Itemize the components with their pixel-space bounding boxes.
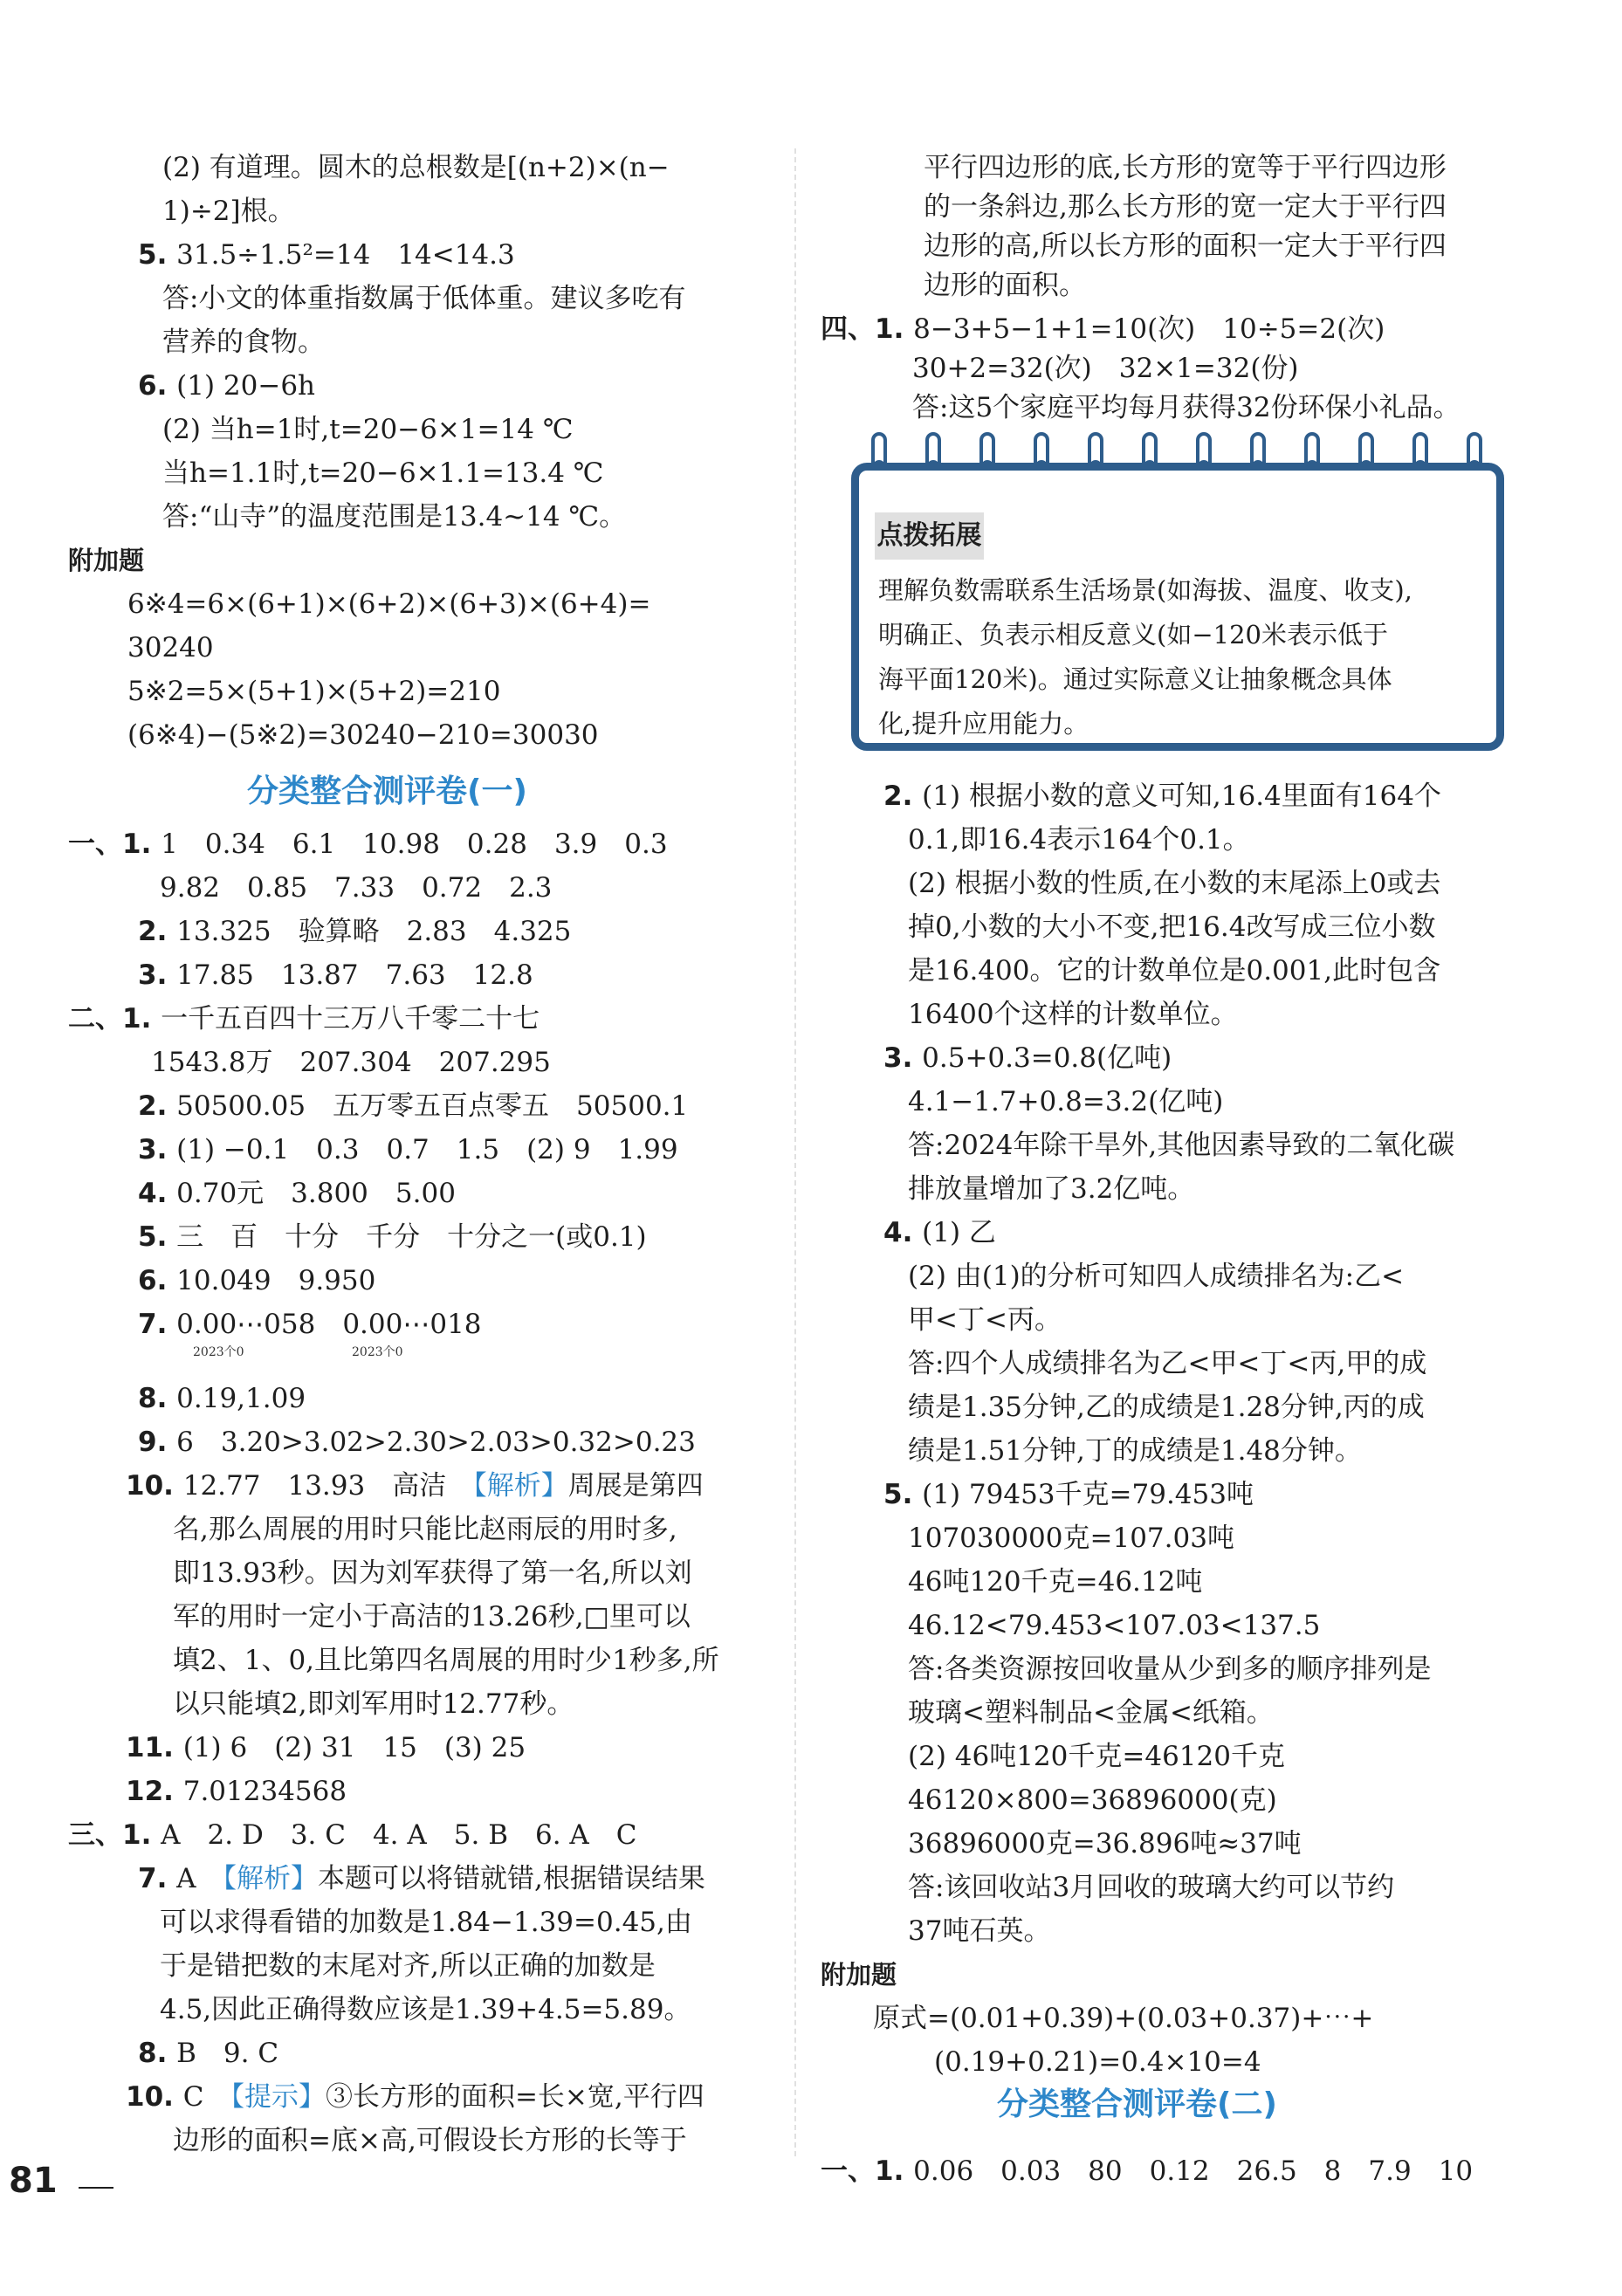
answer-line (162, 454, 603, 492)
answer-text (908, 1435, 1362, 1467)
answer-line (908, 1257, 1404, 1296)
answer-line (908, 1694, 1274, 1732)
answer-line (908, 1301, 1062, 1339)
answer-line (173, 2121, 687, 2160)
question-number: 12. (126, 1776, 183, 1807)
text-run: 4.1−1.7+0.8=3.2(亿吨) (908, 1086, 1224, 1117)
annotation-tag: 【提示】 (230, 2081, 326, 2113)
text-run: 平行四边形的底,长方形的宽等于平行四边形 (924, 152, 1447, 183)
text-run: (6※4)−(5※2)=30240−210=30030 (127, 719, 599, 751)
text-run: 50500.05 五万零五百点零五 50500.1 (176, 1090, 689, 1122)
question-number: 5. (138, 1221, 177, 1253)
answer-text (908, 955, 1440, 986)
text-run: 是16.400。它的计数单位是0.001,此时包含 (908, 955, 1441, 986)
answer-text (161, 828, 667, 860)
text-run: 营养的食物。 (162, 327, 325, 358)
answer-text (162, 283, 685, 314)
answer-line (173, 1510, 677, 1549)
answer-text (908, 1872, 1394, 1903)
answer-text (173, 2125, 687, 2156)
answer-line (138, 1379, 306, 1418)
question-number: 5. (883, 1479, 923, 1510)
answer-line (162, 410, 574, 449)
answer-text (176, 370, 315, 402)
text-run: 本题可以将错就错,根据错误结果 (318, 1863, 705, 1894)
answer-line (912, 349, 1299, 388)
text-run: 答:该回收站3月回收的玻璃大约可以节约 (908, 1872, 1395, 1903)
answer-line (126, 2078, 704, 2116)
answer-text (176, 916, 571, 947)
answer-text (161, 1003, 540, 1035)
text-run: 1 0.34 6.1 10.98 0.28 3.9 0.3 (161, 828, 668, 860)
text-run: 答:小文的体重指数属于低体重。建议多吃有 (162, 283, 686, 314)
answer-text (908, 1304, 1062, 1336)
text-run: 46.12<79.453<107.03<137.5 (908, 1610, 1321, 1641)
answer-text (908, 1784, 1277, 1816)
text-run: A 2. D 3. C 4. A 5. B 6. A C (161, 1819, 637, 1851)
answer-line (138, 956, 533, 994)
answer-line (873, 1999, 1373, 2038)
text-run: 可以求得看错的加数是1.84−1.39=0.45,由 (160, 1907, 692, 1938)
answer-text (908, 1566, 1202, 1598)
text-run: 甲<丁<丙。 (908, 1304, 1062, 1336)
brace-note: 2023个0 (352, 1345, 403, 1359)
text-run: 6※4=6×(6+1)×(6+2)×(6+3)×(6+4)= (127, 588, 651, 620)
answer-text (162, 414, 574, 445)
tip-line: 明确正、负表示相反意义(如−120米表示低于 (878, 620, 1388, 650)
answer-line (138, 1261, 375, 1300)
page-number: 81 (9, 2161, 58, 2201)
answer-text (160, 1950, 656, 1982)
answer-text (908, 1261, 1404, 1292)
text-run: (2) 46吨120千克=46120千克 (908, 1741, 1285, 1772)
question-number: 10. (126, 2081, 183, 2113)
answer-line (138, 1859, 705, 1898)
text-run: 0.5+0.3=0.8(亿吨) (922, 1042, 1172, 1074)
text-run: 0.1,即16.4表示164个0.1。 (908, 824, 1250, 856)
question-number: 四、1. (821, 313, 914, 345)
answer-text (908, 824, 1250, 856)
text-run: 0.19,1.09 (176, 1383, 306, 1414)
text-run: (2) 根据小数的性质,在小数的末尾添上0或去 (908, 868, 1441, 899)
answer-text (176, 1221, 647, 1253)
answer-text (176, 2038, 278, 2069)
question-number: 7. (138, 1309, 177, 1340)
text-run: 以只能填2,即刘军用时12.77秒。 (173, 1688, 574, 1720)
answer-text (176, 1426, 696, 1458)
tip-line: 化,提升应用能力。 (878, 709, 1089, 739)
answer-text (162, 196, 295, 227)
question-number: 8. (138, 2038, 177, 2069)
answer-text (160, 872, 552, 904)
text-run: 边形的高,所以长方形的面积一定大于平行四 (924, 230, 1447, 262)
answer-line (908, 1519, 1234, 1557)
question-number: 6. (138, 1265, 177, 1296)
text-run: 0.70元 3.800 5.00 (176, 1178, 456, 1209)
annotation-tag: 【解析】 (473, 1470, 568, 1502)
answer-line (138, 1218, 647, 1256)
answer-text (922, 1479, 1254, 1510)
answer-text (127, 676, 500, 707)
answer-text (183, 1732, 526, 1763)
text-run: 于是错把数的末尾对齐,所以正确的加数是 (160, 1950, 656, 1982)
answer-text (173, 1645, 719, 1676)
text-run: 掉0,小数的大小不变,把16.4改写成三位小数 (908, 911, 1436, 943)
answer-line (138, 367, 315, 405)
text-run: 17.85 13.87 7.63 12.8 (176, 959, 533, 991)
text-run: 答:各类资源按回收量从少到多的顺序排列是 (908, 1653, 1432, 1685)
answer-text (908, 999, 1238, 1030)
text-run: 16400个这样的计数单位。 (908, 999, 1238, 1030)
answer-line (138, 1087, 688, 1125)
tip-box-title: 点拨拓展 (875, 512, 984, 560)
question-number: 6. (138, 370, 177, 402)
text-run: 军的用时一定小于高洁的13.26秒,□里可以 (173, 1601, 691, 1633)
text-run: 8−3+5−1+1=10(次) 10÷5=2(次) (913, 313, 1385, 345)
annotation-tag: 【解析】 (223, 1863, 319, 1894)
answer-line (883, 1213, 996, 1252)
answer-text (873, 2003, 1373, 2034)
answer-line (138, 2034, 278, 2073)
text-run: 1)÷2]根。 (162, 196, 295, 227)
answer-line (883, 1039, 1172, 1077)
page-number-rule (79, 2187, 113, 2189)
text-run: 46吨120千克=46.12吨 (908, 1566, 1203, 1598)
answer-line (924, 188, 1447, 226)
answer-line (68, 1000, 540, 1038)
answer-line (138, 1423, 696, 1461)
text-run: 答:这5个家庭平均每月获得32份环保小礼品。 (912, 392, 1460, 423)
answer-line (173, 1554, 692, 1592)
answer-text (176, 1178, 456, 1209)
answer-line (934, 2043, 1261, 2081)
text-run: 的一条斜边,那么长方形的宽一定大于平行四 (924, 191, 1447, 223)
question-number: 8. (138, 1383, 177, 1414)
extra-question-title: 附加题 (821, 1960, 897, 1990)
text-run: 答:“山寺”的温度范围是13.4~14 ℃。 (162, 501, 627, 533)
text-run: 答:2024年除干旱外,其他因素导致的二氧化碳 (908, 1130, 1455, 1161)
answer-line (126, 1729, 526, 1767)
answer-line (908, 1781, 1277, 1819)
text-run: (2) 由(1)的分析可知四人成绩排名为:乙< (908, 1261, 1405, 1292)
tip-line: 海平面120米)。通过实际意义让抽象概念具体 (878, 664, 1392, 694)
answer-line (68, 1816, 637, 1854)
answer-line (883, 1475, 1254, 1514)
question-number: 2. (883, 780, 923, 812)
question-number: 11. (126, 1732, 183, 1763)
text-run: C (182, 2081, 231, 2113)
text-run: 当h=1.1时,t=20−6×1.1=13.4 ℃ (162, 457, 604, 489)
text-run: (1) −0.1 0.3 0.7 1.5 (2) 9 1.99 (176, 1134, 678, 1165)
answer-line (138, 1174, 456, 1213)
answer-text (183, 1776, 347, 1807)
text-run: 填2、1、0,且比第四名周展的用时少1秒多,所 (173, 1645, 719, 1676)
answer-text (922, 1217, 996, 1248)
text-run: A (176, 1863, 223, 1894)
answer-text (908, 1697, 1274, 1729)
answer-line (908, 1170, 1194, 1208)
text-run: (0.19+0.21)=0.4×10=4 (934, 2046, 1261, 2078)
answer-text (908, 1915, 1050, 1947)
answer-line (908, 864, 1440, 903)
answer-text (908, 1610, 1320, 1641)
answer-text (924, 152, 1447, 183)
answer-line (162, 148, 670, 187)
question-number: 二、1. (68, 1003, 162, 1035)
text-run: (1) 根据小数的意义可知,16.4里面有164个 (922, 780, 1441, 812)
answer-line (173, 1598, 691, 1636)
answer-line (138, 236, 515, 274)
extra-question-title: 附加题 (68, 546, 145, 575)
text-run: 6 3.20>3.02>2.30>2.03>0.32>0.23 (176, 1426, 696, 1458)
answer-text (173, 1514, 677, 1545)
text-run: 30+2=32(次) 32×1=32(份) (912, 353, 1299, 384)
answer-line (908, 1432, 1362, 1470)
question-number: 3. (138, 1134, 177, 1165)
answer-line (924, 148, 1447, 187)
answer-text (162, 457, 603, 489)
answer-line (821, 2152, 1473, 2190)
text-run: 绩是1.35分钟,乙的成绩是1.28分钟,丙的成 (908, 1392, 1425, 1423)
text-run: 即13.93秒。因为刘军获得了第一名,所以刘 (173, 1557, 692, 1589)
answer-line (821, 310, 1385, 348)
answer-line (883, 777, 1441, 815)
answer-line (908, 1650, 1431, 1688)
answer-text (176, 1090, 688, 1122)
tip-box (851, 463, 1504, 751)
answer-line (127, 585, 650, 623)
answer-text (176, 1265, 375, 1296)
answer-text (908, 868, 1440, 899)
answer-line (138, 1305, 482, 1344)
answer-text (924, 191, 1447, 223)
answer-line (173, 1641, 719, 1680)
answer-text (176, 1134, 677, 1165)
answer-line (912, 388, 1460, 427)
section-title: 分类整合测评卷(二) (997, 2086, 1277, 2122)
text-run: (1) 6 (2) 31 15 (3) 25 (182, 1732, 526, 1763)
question-number: 一、1. (821, 2155, 914, 2187)
answer-text (908, 911, 1435, 943)
question-number: 3. (138, 959, 177, 991)
text-run: 10.049 9.950 (176, 1265, 376, 1296)
answer-text (176, 1309, 481, 1340)
answer-text (908, 1741, 1285, 1772)
answer-line (908, 1737, 1285, 1776)
text-run: 36896000克=36.896吨≈37吨 (908, 1828, 1302, 1859)
text-run: 1543.8万 207.304 207.295 (151, 1047, 551, 1078)
question-number: 3. (883, 1042, 923, 1074)
text-run: (1) 20−6h (176, 370, 316, 402)
question-number: 4. (883, 1217, 923, 1248)
answer-text (908, 1086, 1223, 1117)
answer-text (176, 959, 533, 991)
tip-box-text (878, 568, 1489, 746)
answer-line (908, 821, 1250, 859)
question-number: 4. (138, 1178, 177, 1209)
answer-line (908, 1868, 1394, 1907)
answer-text (934, 2046, 1261, 2078)
answer-text (922, 780, 1441, 812)
answer-text (176, 1863, 705, 1894)
answer-text (162, 152, 670, 183)
text-run: 37吨石英。 (908, 1915, 1051, 1947)
answer-text (176, 239, 515, 271)
answer-line (127, 629, 214, 667)
text-run: 绩是1.51分钟,丁的成绩是1.48分钟。 (908, 1435, 1362, 1467)
answer-text (912, 392, 1460, 423)
question-number: 2. (138, 1090, 177, 1122)
answer-line (162, 323, 325, 361)
answer-line (162, 192, 295, 230)
text-run: 周展是第四 (567, 1470, 704, 1502)
answer-line (908, 995, 1238, 1034)
text-run: 0.00⋯058 0.00⋯018 (176, 1309, 482, 1340)
answer-line (160, 1903, 692, 1942)
answer-text (922, 1042, 1172, 1074)
text-run: (2) 当h=1时,t=20−6×1=14 ℃ (162, 414, 574, 445)
text-run: 30240 (127, 632, 214, 663)
answer-line (908, 1606, 1320, 1645)
answer-text (127, 719, 599, 751)
brace-note: 2023个0 (193, 1345, 244, 1359)
answer-line (162, 498, 626, 536)
text-run: 0.06 0.03 80 0.12 26.5 8 7.9 10 (913, 2155, 1474, 2187)
answer-line (138, 912, 571, 951)
text-run: 31.5÷1.5²=14 14<14.3 (176, 239, 515, 271)
answer-line (908, 1344, 1426, 1383)
answer-line (138, 1131, 678, 1169)
question-number: 2. (138, 916, 177, 947)
answer-text (162, 327, 325, 358)
answer-text (912, 353, 1299, 384)
column-divider (794, 148, 796, 2156)
text-run: 7.01234568 (182, 1776, 347, 1807)
text-run: 名,那么周展的用时只能比赵雨辰的用时多, (173, 1514, 677, 1545)
text-run: 9.82 0.85 7.33 0.72 2.3 (160, 872, 553, 904)
answer-text (908, 1828, 1302, 1859)
answer-text (908, 1392, 1425, 1423)
text-run: 107030000克=107.03吨 (908, 1523, 1234, 1554)
answer-line (908, 952, 1440, 990)
text-run: 12.77 13.93 高洁 (182, 1470, 474, 1502)
answer-text (127, 632, 214, 663)
answer-text (183, 2081, 704, 2113)
answer-text (924, 270, 1086, 301)
answer-text (908, 1348, 1426, 1379)
answer-text (908, 1523, 1234, 1554)
text-run: 答:四个人成绩排名为乙<甲<丁<丙,甲的成 (908, 1348, 1427, 1379)
answer-line (908, 1563, 1202, 1601)
answer-text (176, 1383, 306, 1414)
text-run: 边形的面积。 (924, 270, 1086, 301)
tip-line: 理解负数需联系生活场景(如海拔、温度、收支), (878, 575, 1412, 605)
question-number: 10. (126, 1470, 183, 1502)
answer-text (908, 1130, 1454, 1161)
text-run: 一千五百四十三万八千零二十七 (161, 1003, 540, 1035)
question-number: 7. (138, 1863, 177, 1894)
answer-line (908, 1388, 1425, 1426)
text-run: ③长方形的面积=长×宽,平行四 (325, 2081, 704, 2113)
text-run: 46120×800=36896000(克) (908, 1784, 1277, 1816)
text-run: 13.325 验算略 2.83 4.325 (176, 916, 572, 947)
answer-line (908, 1825, 1302, 1863)
text-run: (1) 乙 (922, 1217, 996, 1248)
answer-text (913, 313, 1385, 345)
text-run: 三 百 十分 千分 十分之一(或0.1) (176, 1221, 647, 1253)
answer-text (924, 230, 1447, 262)
answer-line (126, 1772, 347, 1811)
answer-text (162, 501, 626, 533)
answer-line (68, 825, 668, 863)
text-run: 排放量增加了3.2亿吨。 (908, 1173, 1195, 1205)
text-run: B 9. C (176, 2038, 279, 2069)
question-number: 三、1. (68, 1819, 162, 1851)
answer-line (924, 227, 1447, 265)
answer-line (173, 1685, 574, 1723)
answer-line (908, 1912, 1050, 1950)
answer-text (151, 1047, 551, 1078)
text-run: 4.5,因此正确得数应该是1.39+4.5=5.89。 (160, 1994, 691, 2025)
answer-line (908, 908, 1435, 946)
answer-text (160, 1994, 691, 2025)
answer-text (908, 1173, 1194, 1205)
text-run: 边形的面积=底×高,可假设长方形的长等于 (173, 2125, 687, 2156)
text-run: (1) 79453千克=79.453吨 (922, 1479, 1254, 1510)
answer-text (183, 1470, 704, 1502)
question-number: 5. (138, 239, 177, 271)
answer-line (924, 266, 1086, 305)
text-run: (2) 有道理。圆木的总根数是[(n+2)×(n− (162, 152, 670, 183)
answer-text (913, 2155, 1473, 2187)
answer-line (908, 1083, 1223, 1121)
answer-line (127, 672, 500, 711)
answer-text (173, 1601, 691, 1633)
section-title: 分类整合测评卷(一) (247, 773, 527, 809)
answer-text (908, 1653, 1431, 1685)
answer-text (127, 588, 650, 620)
answer-line (160, 1990, 691, 2029)
question-number: 9. (138, 1426, 177, 1458)
answer-line (126, 1467, 704, 1505)
text-run: 原式=(0.01+0.39)+(0.03+0.37)+⋯+ (873, 2003, 1374, 2034)
question-number: 一、1. (68, 828, 162, 860)
answer-text (161, 1819, 636, 1851)
answer-line (160, 1947, 656, 1985)
answer-line (127, 716, 599, 754)
answer-line (162, 279, 685, 318)
answer-line (160, 869, 552, 907)
answer-text (173, 1688, 574, 1720)
text-run: 5※2=5×(5+1)×(5+2)=210 (127, 676, 501, 707)
answer-line (151, 1043, 551, 1082)
text-run: 玻璃<塑料制品<金属<纸箱。 (908, 1697, 1274, 1729)
answer-line (908, 1126, 1454, 1165)
answer-text (160, 1907, 692, 1938)
answer-text (173, 1557, 692, 1589)
